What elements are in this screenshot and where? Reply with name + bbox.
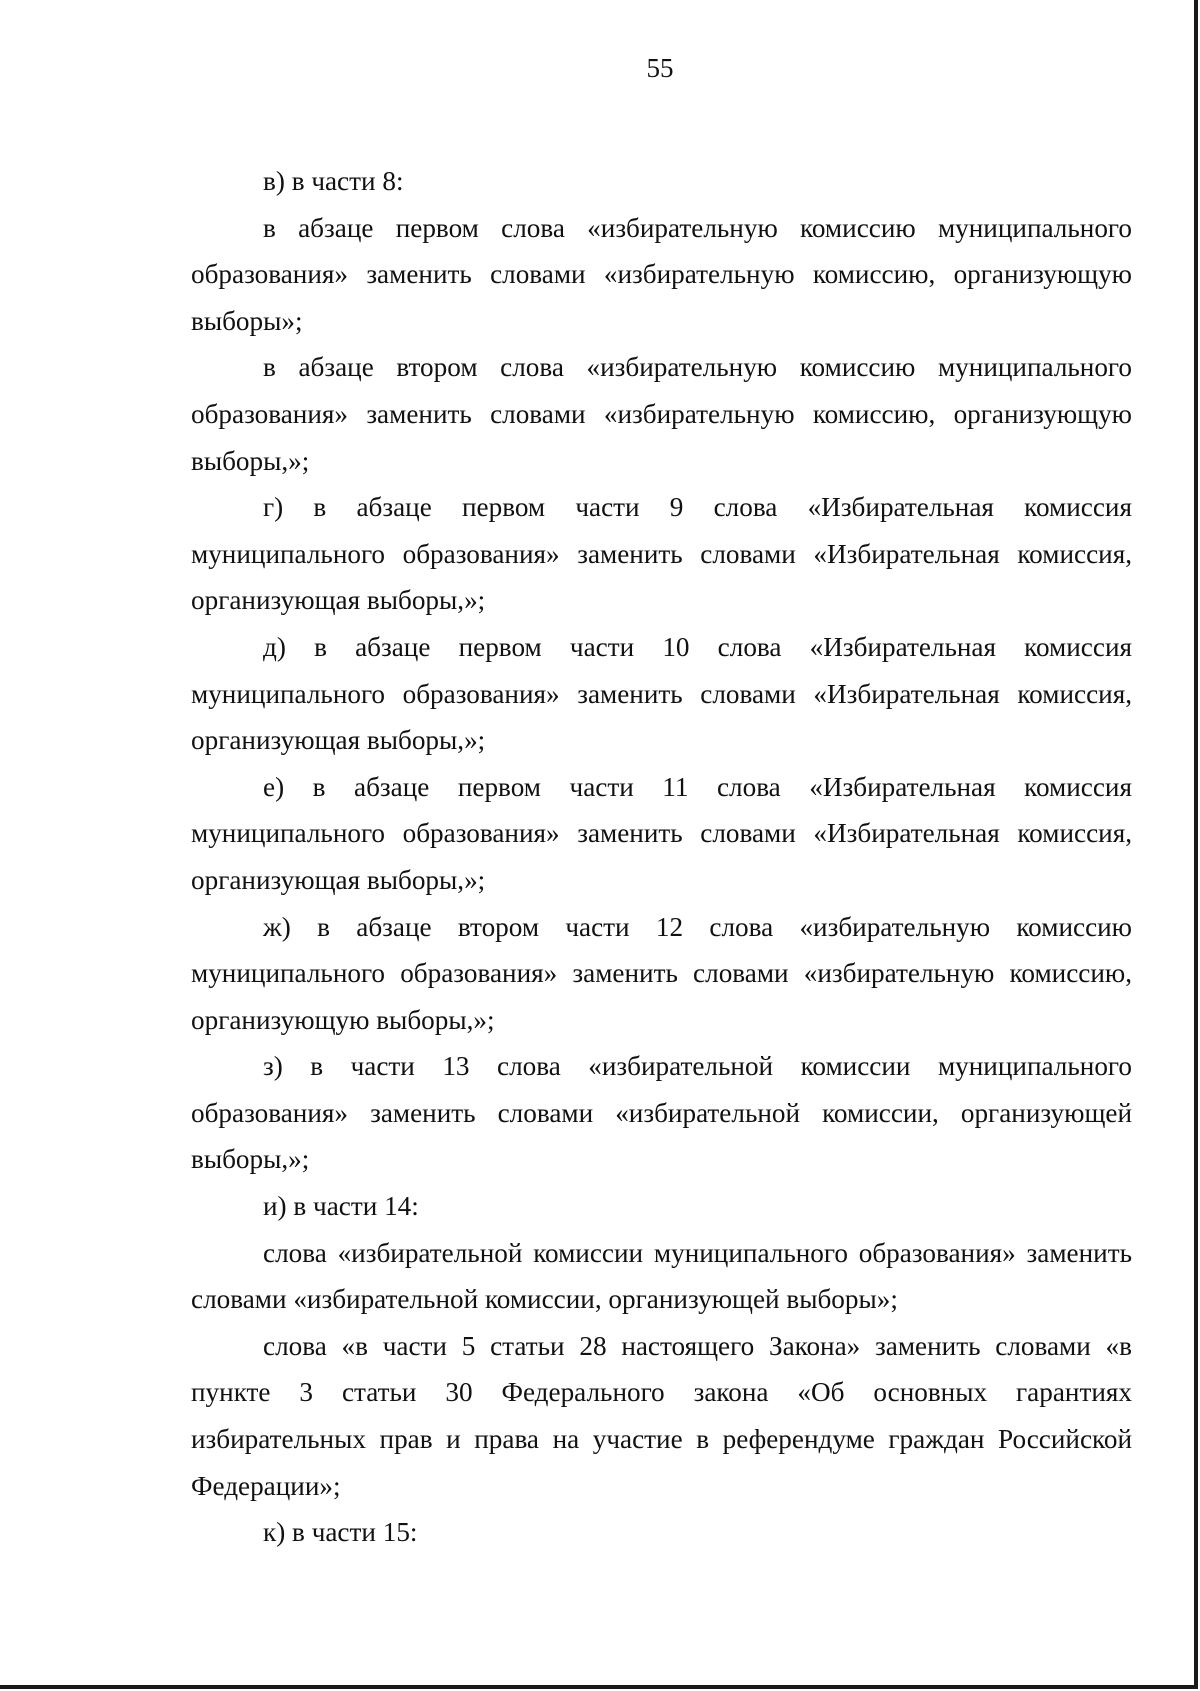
paragraph-i-words-2: слова «в части 5 статьи 28 настоящего Закона» заменить словами «в пункте 3 статьи 30 Федерального закона «Об основных гарантиях избирательных прав и права на участие в референдуме граждан Российской Федерации»; bbox=[191, 1330, 1132, 1501]
page-number: 55 bbox=[646, 53, 674, 83]
paragraph-z: з) в части 13 слова «избирательной комиссии муниципального образования» заменить словами «избирательной комиссии, организующей выборы,»; bbox=[191, 1051, 1132, 1175]
document-body bbox=[191, 158, 1132, 1556]
paragraph-g: г) в абзаце первом части 9 слова «Избирательная комиссия муниципального образования» заменить словами «Избирательная комиссия, организующая выборы,»; bbox=[191, 492, 1132, 616]
paragraph-i: и) в части 14: bbox=[263, 1191, 419, 1222]
paragraph-v: в) в части 8: bbox=[263, 166, 404, 196]
paragraph-zh: ж) в абзаце втором части 12 слова «избирательную комиссию муниципального образования» заменить словами «избирательную комиссию, организующую выборы,»; bbox=[191, 911, 1132, 1035]
paragraph-v-abzac-1: в абзаце первом слова «избирательную комиссию муниципального образования» заменить словами «избирательную комиссию, организующую выборы»; bbox=[191, 212, 1132, 336]
paragraph-d: д) в абзаце первом части 10 слова «Избирательная комиссия муниципального образования» заменить словами «Избирательная комиссия, организующая выборы,»; bbox=[191, 631, 1132, 756]
paragraph-v-abzac-2: в абзаце втором слова «избирательную комиссию муниципального образования» заменить словами «избирательную комиссию, организующую выборы,»; bbox=[191, 352, 1132, 476]
paragraph-e: е) в абзаце первом части 11 слова «Избирательная комиссия муниципального образования» заменить словами «Избирательная комиссия, организующая выборы,»; bbox=[191, 771, 1132, 895]
paragraph-i-words-1: слова «избирательной комиссии муниципального образования» заменить словами «избирательной комиссии, организующей выборы»; bbox=[191, 1237, 1132, 1315]
paragraph-k: к) в части 15: bbox=[263, 1517, 418, 1548]
